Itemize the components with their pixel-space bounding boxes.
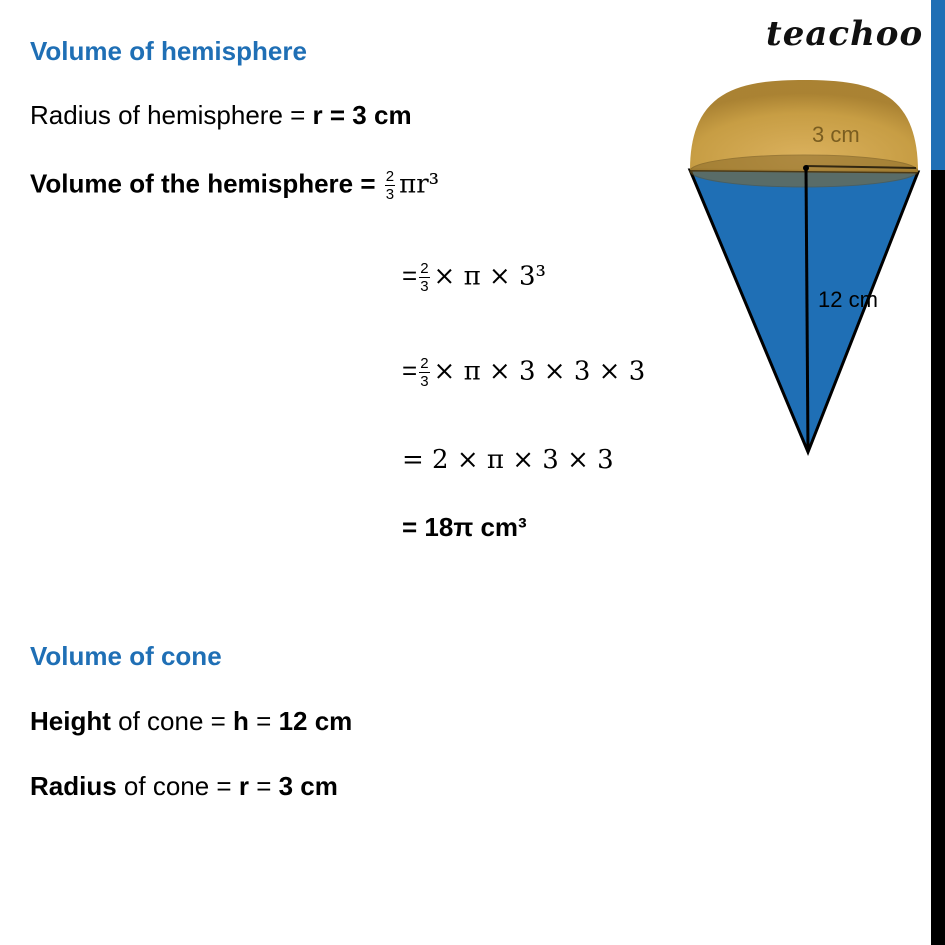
cone-radius-mid: of cone = [116,771,239,801]
cone-hemisphere-diagram [680,80,930,470]
hemisphere-step-2 [402,355,645,390]
fraction-denominator: 3 [385,186,395,203]
fraction-denominator: 3 [420,278,429,295]
cone-radius-var: r [238,771,249,801]
hemisphere-radius-line [30,100,412,131]
hemisphere-heading: Volume of hemisphere [30,36,307,66]
cone-height-value: 12 cm [278,706,353,736]
formula-pi-r-cubed: πr³ [399,169,440,200]
height-dimension-label: 12 cm [818,287,878,312]
hemisphere-radius-label: Radius of hemisphere = [30,100,313,130]
cone-body [690,170,918,452]
fraction-two-thirds [385,168,395,203]
cone-radius-value: 3 cm [278,771,338,801]
cone-height-line [30,706,352,737]
cone-radius-eq: = [248,771,279,801]
fraction-numerator: 2 [420,260,429,277]
cone-heading: Volume of cone [30,641,222,671]
fraction-two-thirds [419,355,429,390]
teachoo-logo: teachoo [766,14,924,54]
radius-dimension-label: 3 cm [812,122,860,147]
step2-equals: = [402,355,418,386]
hemisphere-radius-value: r = 3 cm [312,100,412,130]
cone-radius-line [30,771,338,802]
center-point [803,165,809,171]
cone-height-term: Height [30,706,111,736]
hemisphere-step-3: = 2 × π × 3 × 3 [402,445,614,475]
sidebar-accent-blue [931,0,945,170]
height-line [806,168,808,452]
cone-height-var: h [233,706,249,736]
fraction-numerator: 2 [385,168,395,185]
sidebar-accent-dark [931,170,945,945]
cone-height-mid: of cone = [110,706,234,736]
cone-height-eq: = [248,706,279,736]
hemisphere-step-1 [402,260,546,295]
cone-radius-term: Radius [30,771,117,801]
fraction-two-thirds [419,260,429,295]
step1-equals: = [402,260,418,291]
step1-expression: × π × 3³ [433,261,546,292]
fraction-denominator: 3 [420,373,429,390]
fraction-numerator: 2 [420,355,429,372]
step2-expression: × π × 3 × 3 × 3 [433,356,646,387]
hemisphere-result: = 18π cm³ [402,512,527,542]
hemisphere-volume-formula-line [30,168,439,203]
hemisphere-base-ellipse [690,155,918,187]
hemisphere-volume-label: Volume of the hemisphere = [30,168,383,199]
